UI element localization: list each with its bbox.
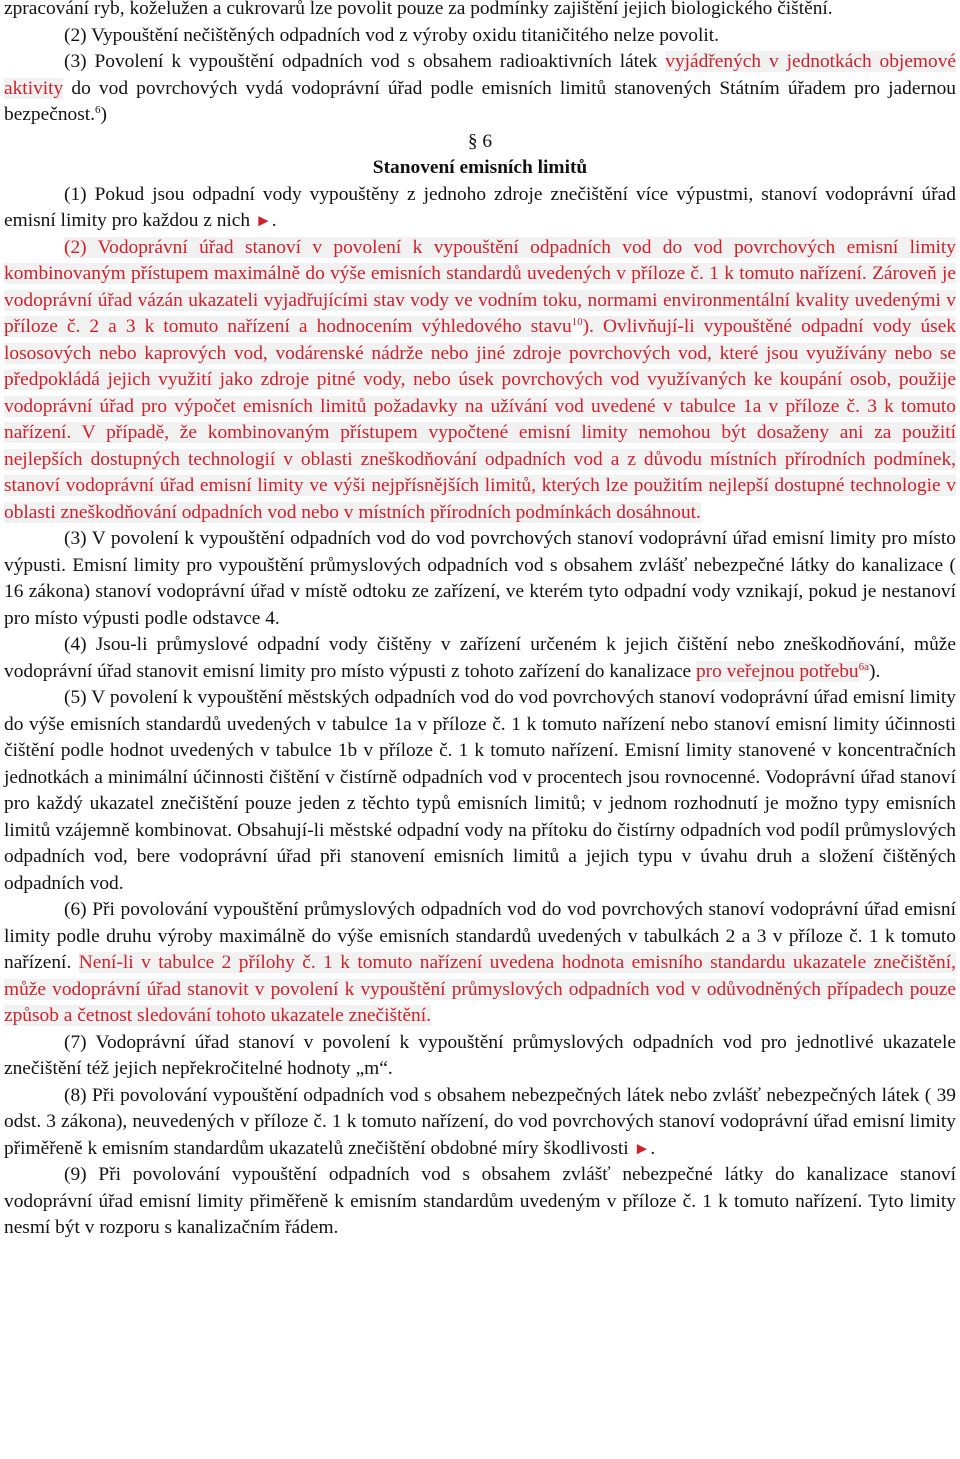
amendment-marker-icon[interactable]: ► xyxy=(633,1138,651,1158)
amended-text: Není-li v tabulce 2 přílohy č. 1 k tomuto nařízení uvedena hodnota emisního standardu ukazatele znečištění, může vodoprávní úřad stanovit v povolení k vypouštění průmyslových odpadních vod v odůvodněných případech pouze způsob a četnost sledování tohoto ukazatele znečištění. xyxy=(4,952,956,1026)
subsection-6 xyxy=(4,897,956,1030)
section-title: Stanovení emisních limitů xyxy=(372,157,588,178)
footnote-ref[interactable]: 10 xyxy=(571,316,583,328)
subsection-2 xyxy=(4,235,956,527)
paragraph-text: . xyxy=(650,1137,656,1159)
footnote-ref[interactable]: 6 xyxy=(95,104,101,116)
amended-text: ). xyxy=(582,316,604,337)
amendment-marker-icon[interactable]: ► xyxy=(254,211,272,230)
paragraph-text: (7) Vodoprávní úřad stanoví v povolení k vypouštění průmyslových odpadních vod pro jednotlivé ukazatele znečištění též jejich nepřekročitelné hodnoty „m“. xyxy=(4,1031,956,1079)
subsection-5 xyxy=(4,685,956,897)
paragraph-text: (2) Vypouštění nečištěných odpadních vod z výroby oxidu titaničitého nelze povolit. xyxy=(64,24,720,46)
paragraph-2 xyxy=(4,23,956,50)
paragraph-3 xyxy=(4,49,956,129)
paragraph-text: (6) Při povolování vypouštění průmyslových odpadních vod do vod povrchových stanoví vodoprávní úřad emisní limity podle druhu výroby maximálně do výše emisních standardů uvedených v tabulkách 2 a 3 v příloze č. 1 k tomuto nařízení. xyxy=(4,899,956,973)
paragraph-text: (3) V povolení k vypouštění odpadních vod do vod povrchových stanoví vodoprávní úřad emisní limity pro místo výpusti. Emisní limity pro vypouštění průmyslových odpadních vod s obsahem zvlášť nebezpečné látky do kanalizace ( 16 zákona) stanoví vodoprávní úřad v místě odtoku ze zařízení, ve kterém tyto odpadní vody vznikají, pokud je nestanoví pro místo výpusti podle odstavce 4. xyxy=(4,528,956,629)
paragraph-text: (3) Povolení k vypouštění odpadních vod s obsahem radioaktivních látek xyxy=(64,51,666,72)
paragraph-text: (4) Jsou-li průmyslové odpadní vody čištěny v zařízení určeném k jejich čištění nebo zneškodňování, může vodoprávní úřad stanovit emisní limity pro místo výpusti z tohoto zařízení do kanalizace xyxy=(4,634,956,682)
paragraph-text: (8) Při povolování vypouštění odpadních vod s obsahem nebezpečných látek nebo zvlášť nebezpečných látek ( 39 odst. 3 zákona), neuvedených v příloze č. 1 k tomuto nařízení, do vod povrchových stanoví vodoprávní úřad emisní limity přiměřeně k emisním standardům ukazatelů znečištění obdobné míry škodlivosti xyxy=(4,1084,956,1159)
paragraph-continuation xyxy=(4,0,956,23)
subsection-8 xyxy=(4,1083,956,1163)
subsection-7 xyxy=(4,1030,956,1083)
paragraph-text: (9) Při povolování vypouštění odpadních vod s obsahem zvlášť nebezpečné látky do kanalizace stanoví vodoprávní úřad emisní limity přiměřeně k emisním standardům uvedeným v příloze č. 1 k tomuto nařízení. Tyto limity nesmí být v rozporu s kanalizačním řádem. xyxy=(4,1164,956,1238)
footnote-ref[interactable]: 6a xyxy=(858,660,869,673)
subsection-1 xyxy=(4,182,956,235)
paragraph-text: (5) V povolení k vypouštění městských odpadních vod do vod povrchových stanoví vodoprávní úřad emisní limity do výše emisních standardů uvedených v tabulce 1a v příloze č. 1 k tomuto nařízení nebo stanoví emisní limity účinnosti čištění podle hodnot uvedených v tabulce 1b v příloze č. 1 k tomuto nařízení. Emisní limity stanovené v koncentračních jednotkách a minimální účinnosti čištění v čistírně odpadních vod v procentech jsou rovnocenné. Vodoprávní úřad stanoví pro každý ukazatel znečištění pouze jeden z těchto typů emisních limitů; v jednom rozhodnutí je možno typy emisních limitů vzájemně kombinovat. Obsahují-li městské odpadní vody na přítoku do čistírny odpadních vod podíl průmyslových odpadních vod, bere vodoprávní úřad při stanovení emisních limitů a jejich typu v úvahu druh a složení čištěných odpadních vod. xyxy=(4,687,956,894)
paragraph-text: do vod povrchových vydá vodoprávní úřad podle emisních limitů stanovených Státním úřadem pro jadernou bezpečnost. xyxy=(4,77,956,125)
subsection-9 xyxy=(4,1162,956,1242)
amended-text: Ovlivňují-li vypouštěné odpadní vody úsek lososových nebo kaprových vod, vodárenské nádrže nebo jiné zdroje povrchových vod, které jsou využívány nebo se předpokládá jejich využití jako zdroje pitné vody, nebo úsek povrchových vod využívaných ke koupání osob, použije vodoprávní úřad pro výpočet emisních limitů požadavky na užívání vod uvedené v tabulce 1a v příloze č. 3 k tomuto nařízení. V případě, že kombinovaným přístupem vypočtené emisní limity nemohou být dosaženy ani za použití nejlepších dostupných technologií v oblasti zneškodňování odpadních vod a z důvodu místních přírodních podmínek, stanoví vodoprávní úřad emisní limity ve výši nejpřísnějších limitů, kterých lze použitím nejlepší dostupné technologie v oblasti zneškodňování odpadních vod nebo v místních přírodních podmínkách dosáhnout. xyxy=(4,316,956,523)
paragraph-text: (1) Pokud jsou odpadní vody vypouštěny z jednoho zdroje znečištění více výpustmi, stanoví vodoprávní úřad emisní limity pro každou z nich xyxy=(4,183,956,231)
amended-text: (2) Vodoprávní úřad stanoví v povolení k vypouštění odpadních vod do vod povrchových emisní limity kombinovaným přístupem maximálně do výše emisních standardů uvedených v příloze č. 1 k tomuto nařízení. Zároveň je vodoprávní úřad vázán ukazateli vyjadřujícími stav vody ve vodním toku, normami environmentální kvality uvedenými v příloze č. 2 a 3 k tomuto nařízení a hodnocením výhledového stavu xyxy=(4,236,956,337)
paragraph-text: ) xyxy=(100,104,107,125)
paragraph-text: . xyxy=(271,210,277,231)
paragraph-text: ). xyxy=(869,660,881,682)
subsection-4 xyxy=(4,632,956,685)
paragraph-text: zpracování ryb, koželužen a cukrovarů lze povolit pouze za podmínky zajištění jejich biologického čištění. xyxy=(4,0,833,19)
amended-text: vyjádřených v jednotkách objemové aktivity xyxy=(4,51,957,99)
amended-text: pro veřejnou potřebu xyxy=(695,660,859,682)
section-number: § 6 xyxy=(467,130,493,152)
subsection-3 xyxy=(4,526,956,632)
